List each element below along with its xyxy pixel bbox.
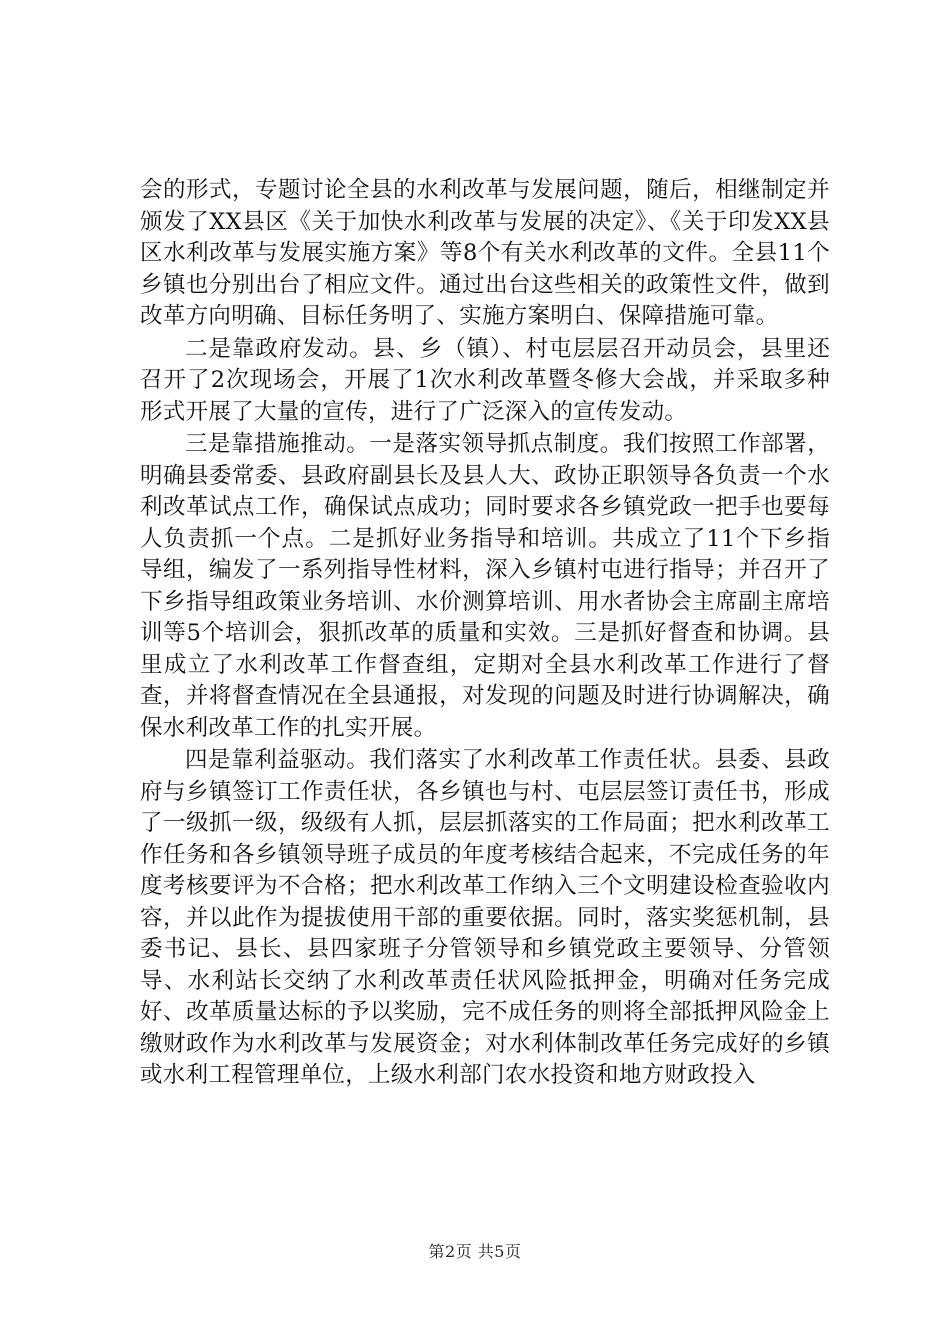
paragraph-government-mobilization: 二是靠政府发动。县、乡（镇）、村屯层层召开动员会，县里还召开了2次现场会，开展了1次水利改革暨冬修大会战，并采取多种形式开展了大量的宣传，进行了广泛深入的宣传发动。 xyxy=(140,335,830,425)
paragraph-measures-promotion: 三是靠措施推动。一是落实领导抓点制度。我们按照工作部署，明确县委常委、县政府副县长及县人大、政协正职领导各负责一个水利改革试点工作，确保试点成功；同时要求各乡镇党政一把手也要每人负责抓一个点。二是抓好业务指导和培训。共成立了11个下乡指导组，编发了一系列指导性材料，深入乡镇村屯进行指导；并召开了下乡指导组政策业务培训、水价测算培训、用水者协会主席副主席培训等5个培训会，狠抓改革的质量和实效。三是抓好督查和协调。县里成立了水利改革工作督查组，定期对全县水利改革工作进行了督查，并将督查情况在全县通报，对发现的问题及时进行协调解决，确保水利改革工作的扎实开展。 xyxy=(140,431,830,741)
paragraph-continuation: 会的形式，专题讨论全县的水利改革与发展问题，随后，相继制定并颁发了XX县区《关于加快水利改革与发展的决定》、《关于印发XX县区水利改革与发展实施方案》等8个有关水利改革的文件。全县11个乡镇也分别出台了相应文件。通过出台这些相关的政策性文件，做到改革方向明确、目标任务明了、实施方案明白、保障措施可靠。 xyxy=(140,177,830,329)
document-body xyxy=(140,175,830,1093)
page-number-footer: 第2页 共5页 xyxy=(428,1242,522,1261)
paragraph-interest-driven: 四是靠利益驱动。我们落实了水利改革工作责任状。县委、县政府与乡镇签订工作责任状，各乡镇也与村、屯层层签订责任书，形成了一级抓一级，级级有人抓，层层抓落实的工作局面；把水利改革工作任务和各乡镇领导班子成员的年度考核结合起来，不完成任务的年度考核要评为不合格；把水利改革工作纳入三个文明建设检查验收内容，并以此作为提拔使用干部的重要依据。同时，落实奖惩机制，县委书记、县长、县四家班子分管领导和乡镇党政主要领导、分管领导、水利站长交纳了水利改革责任状风险抵押金，明确对任务完成好、改革质量达标的予以奖励，完不成任务的则将全部抵押风险金上缴财政作为水利改革与发展资金；对水利体制改革任务完成好的乡镇或水利工程管理单位，上级水利部门农水投资和地方财政投入 xyxy=(140,747,830,1088)
